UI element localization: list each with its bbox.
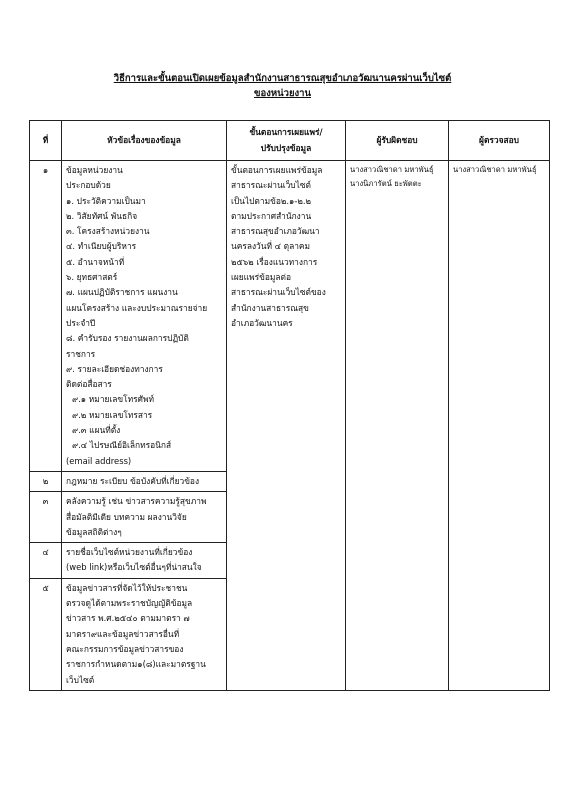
process-line: อำเภอวัฒนานคร: [231, 317, 293, 328]
header-reviewer: ผู้ตรวจสอบ: [449, 121, 550, 161]
row-no: ๒: [30, 471, 62, 491]
row-reviewer: [449, 161, 550, 691]
topic-line: คณะกรรมการข้อมูลข่าวสารของ: [66, 643, 184, 654]
header-process-line-2: ปรับปรุงข้อมูล: [260, 142, 312, 153]
topic-line: ข้อมูลหน่วยงาน: [66, 165, 123, 175]
row-topic: [62, 543, 227, 579]
topic-line: ๓. โครงสร้างหน่วยงาน: [66, 226, 150, 237]
topic-line: ราชการกำหนดตาม๑(๘)และมาตรฐาน: [66, 659, 206, 670]
process-line: สาธารณสุขอำเภอวัฒนา: [231, 226, 320, 237]
topic-line: ประกอบด้วย: [66, 180, 111, 191]
table-header-row: [30, 121, 550, 161]
row-no: ๑: [30, 161, 62, 472]
row-topic: [62, 471, 227, 491]
header-topic: หัวข้อเรื่องของข้อมูล: [62, 121, 227, 161]
process-line: สำนักงานสาธารณสุข: [231, 302, 309, 313]
header-owner: ผู้รับผิดชอบ: [346, 121, 449, 161]
topic-line: ข้อมูลสถิติต่างๆ: [66, 526, 122, 537]
topic-line: กฎหมาย ระเบียบ ข้อบังคับที่เกี่ยวข้อง: [66, 475, 200, 486]
header-process: [227, 121, 346, 161]
row-topic: [62, 161, 227, 472]
process-line: สาธารณะผ่านเว็บไซต์ของ: [231, 287, 326, 298]
topic-line: ๙.๓ แผนที่ตั้ง: [72, 425, 121, 436]
reviewer-line: นางสาวณิชาดา มหาพันธุ์: [453, 165, 537, 174]
row-process: [227, 161, 346, 691]
topic-line: คลังความรู้ เช่น ข่าวสารความรู้สุขภาพ: [66, 496, 207, 507]
topic-line: แผนโครงสร้าง และงบประมาณรายจ่าย: [66, 302, 208, 313]
topic-line: (email address): [66, 455, 132, 466]
topic-line: (web link)หรือเว็บไซต์อื่นๆที่น่าสนใจ: [66, 562, 202, 573]
topic-line: รายชื่อเว็บไซต์หน่วยงานที่เกี่ยวข้อง: [66, 547, 193, 558]
process-line: ขั้นตอนการเผยแพร่ข้อมูล: [231, 165, 323, 175]
process-line: นครลงวันที่ ๔ ตุลาคม: [231, 241, 311, 252]
topic-line: ๙. รายละเอียดช่องทางการ: [66, 363, 163, 374]
topic-line: ๕. อำนาจหน้าที่: [66, 256, 125, 267]
row-no: ๔: [30, 543, 62, 579]
topic-line: ๙.๑ หมายเลขโทรศัพท์: [72, 394, 155, 405]
topic-line: ติดต่อสื่อสาร: [66, 379, 112, 390]
topic-line: ข่าวสาร พ.ศ.๒๕๔๐ ตามมาตรา ๗: [66, 613, 190, 624]
topic-line: สื่อมัลติมีเดีย บทความ ผลงานวิจัย: [66, 511, 187, 522]
table-row: [30, 161, 550, 472]
row-topic: [62, 578, 227, 690]
topic-line: ๖. ยุทธศาสตร์: [66, 272, 118, 283]
process-line: สาธารณะผ่านเว็บไซต์: [231, 180, 311, 191]
disclosure-table: [29, 120, 550, 691]
topic-line: ๒. วิสัยทัศน์ พันธกิจ: [66, 210, 138, 221]
row-topic: [62, 492, 227, 543]
topic-line: ตรวจดูได้ตามพระราชบัญญัติข้อมูล: [66, 598, 193, 609]
topic-line: ๘. คำรับรอง รายงานผลการปฏิบัติ: [66, 333, 189, 344]
row-no: ๓: [30, 492, 62, 543]
header-process-line-1: ขั้นตอนการเผยแพร่/: [249, 127, 323, 138]
topic-line: เว็บไซต์: [66, 674, 95, 685]
document-title-line-1: วิธีการและขั้นตอนเปิดเผยข้อมูลสำนักงานสาธารณสุขอำเภอวัฒนานครผ่านเว็บไซต์: [113, 73, 452, 84]
topic-line: ๗. แผนปฏิบัติราชการ แผนงาน: [66, 287, 178, 298]
topic-line: ๙.๒ หมายเลขโทรสาร: [72, 409, 153, 420]
topic-line: มาตรา๙และข้อมูลข่าวสารอื่นที่: [66, 628, 180, 639]
process-line: ๒๕๖๒ เรื่องแนวทางการ: [231, 256, 318, 267]
owner-line: นางนิภารัตน์ ยะพัตตะ: [350, 179, 422, 188]
process-line: เป็นไปตามข้อ๒.๑-๒.๒: [231, 195, 312, 206]
topic-line: ราชการ: [66, 348, 96, 359]
row-owner: [346, 161, 449, 691]
row-no: ๕: [30, 578, 62, 690]
topic-line: ๑. ประวัติความเป็นมา: [66, 195, 146, 206]
owner-line: นางสาวณิชาดา มหาพันธุ์: [350, 165, 434, 174]
process-line: ตามประกาศสำนักงาน: [231, 210, 312, 221]
topic-line: ๔. ทำเนียบผู้บริหาร: [66, 241, 137, 252]
document-title-line-2: ของหน่วยงาน: [254, 88, 311, 99]
topic-line: ข้อมูลข่าวสารที่จัดไว้ให้ประชาชน: [66, 582, 188, 593]
topic-line: ประจำปี: [66, 317, 96, 328]
topic-line: ๙.๔ ไปรษณีย์อิเล็กทรอนิกส์: [72, 440, 172, 451]
header-no: ที่: [30, 121, 62, 161]
process-line: เผยแพร่ข้อมูลต่อ: [231, 272, 291, 283]
